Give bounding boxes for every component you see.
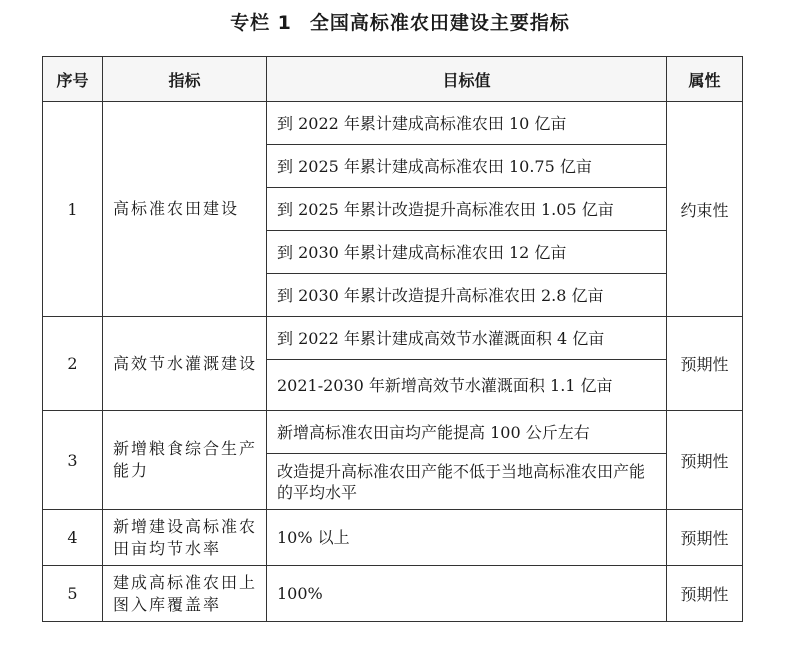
title-number: 专栏 1	[230, 12, 292, 34]
attribute-cell: 预期性	[667, 510, 743, 566]
target-cell: 2021-2030 年新增高效节水灌溉面积 1.1 亿亩	[267, 360, 667, 411]
target-cell: 到 2025 年累计建成高标准农田 10.75 亿亩	[267, 145, 667, 188]
table-header-row	[43, 57, 743, 102]
page-title	[0, 8, 800, 35]
table-row	[43, 411, 743, 454]
table-row	[43, 566, 743, 622]
attribute-cell: 约束性	[667, 102, 743, 317]
seq-cell: 1	[43, 102, 103, 317]
seq-cell: 4	[43, 510, 103, 566]
target-cell: 到 2030 年累计改造提升高标准农田 2.8 亿亩	[267, 274, 667, 317]
target-cell: 新增高标准农田亩均产能提高 100 公斤左右	[267, 411, 667, 454]
table-row	[43, 510, 743, 566]
indicator-table	[42, 56, 743, 622]
header-indicator: 指标	[103, 57, 267, 102]
target-cell: 10% 以上	[267, 510, 667, 566]
indicator-cell: 高效节水灌溉建设	[103, 317, 267, 411]
header-seq: 序号	[43, 57, 103, 102]
header-target: 目标值	[267, 57, 667, 102]
attribute-cell: 预期性	[667, 317, 743, 411]
target-cell: 到 2025 年累计改造提升高标准农田 1.05 亿亩	[267, 188, 667, 231]
seq-cell: 2	[43, 317, 103, 411]
target-cell: 到 2022 年累计建成高效节水灌溉面积 4 亿亩	[267, 317, 667, 360]
attribute-cell: 预期性	[667, 411, 743, 510]
indicator-cell: 新增粮食综合生产能力	[103, 411, 267, 510]
title-text: 全国高标准农田建设主要指标	[309, 12, 570, 34]
indicator-cell: 建成高标准农田上图入库覆盖率	[103, 566, 267, 622]
target-cell: 改造提升高标准农田产能不低于当地高标准农田产能的平均水平	[267, 454, 667, 510]
target-cell: 100%	[267, 566, 667, 622]
seq-cell: 5	[43, 566, 103, 622]
indicator-cell: 新增建设高标准农田亩均节水率	[103, 510, 267, 566]
target-cell: 到 2030 年累计建成高标准农田 12 亿亩	[267, 231, 667, 274]
indicator-cell: 高标准农田建设	[103, 102, 267, 317]
target-cell: 到 2022 年累计建成高标准农田 10 亿亩	[267, 102, 667, 145]
table-row	[43, 102, 743, 145]
attribute-cell: 预期性	[667, 566, 743, 622]
header-attribute: 属性	[667, 57, 743, 102]
seq-cell: 3	[43, 411, 103, 510]
table-row	[43, 317, 743, 360]
